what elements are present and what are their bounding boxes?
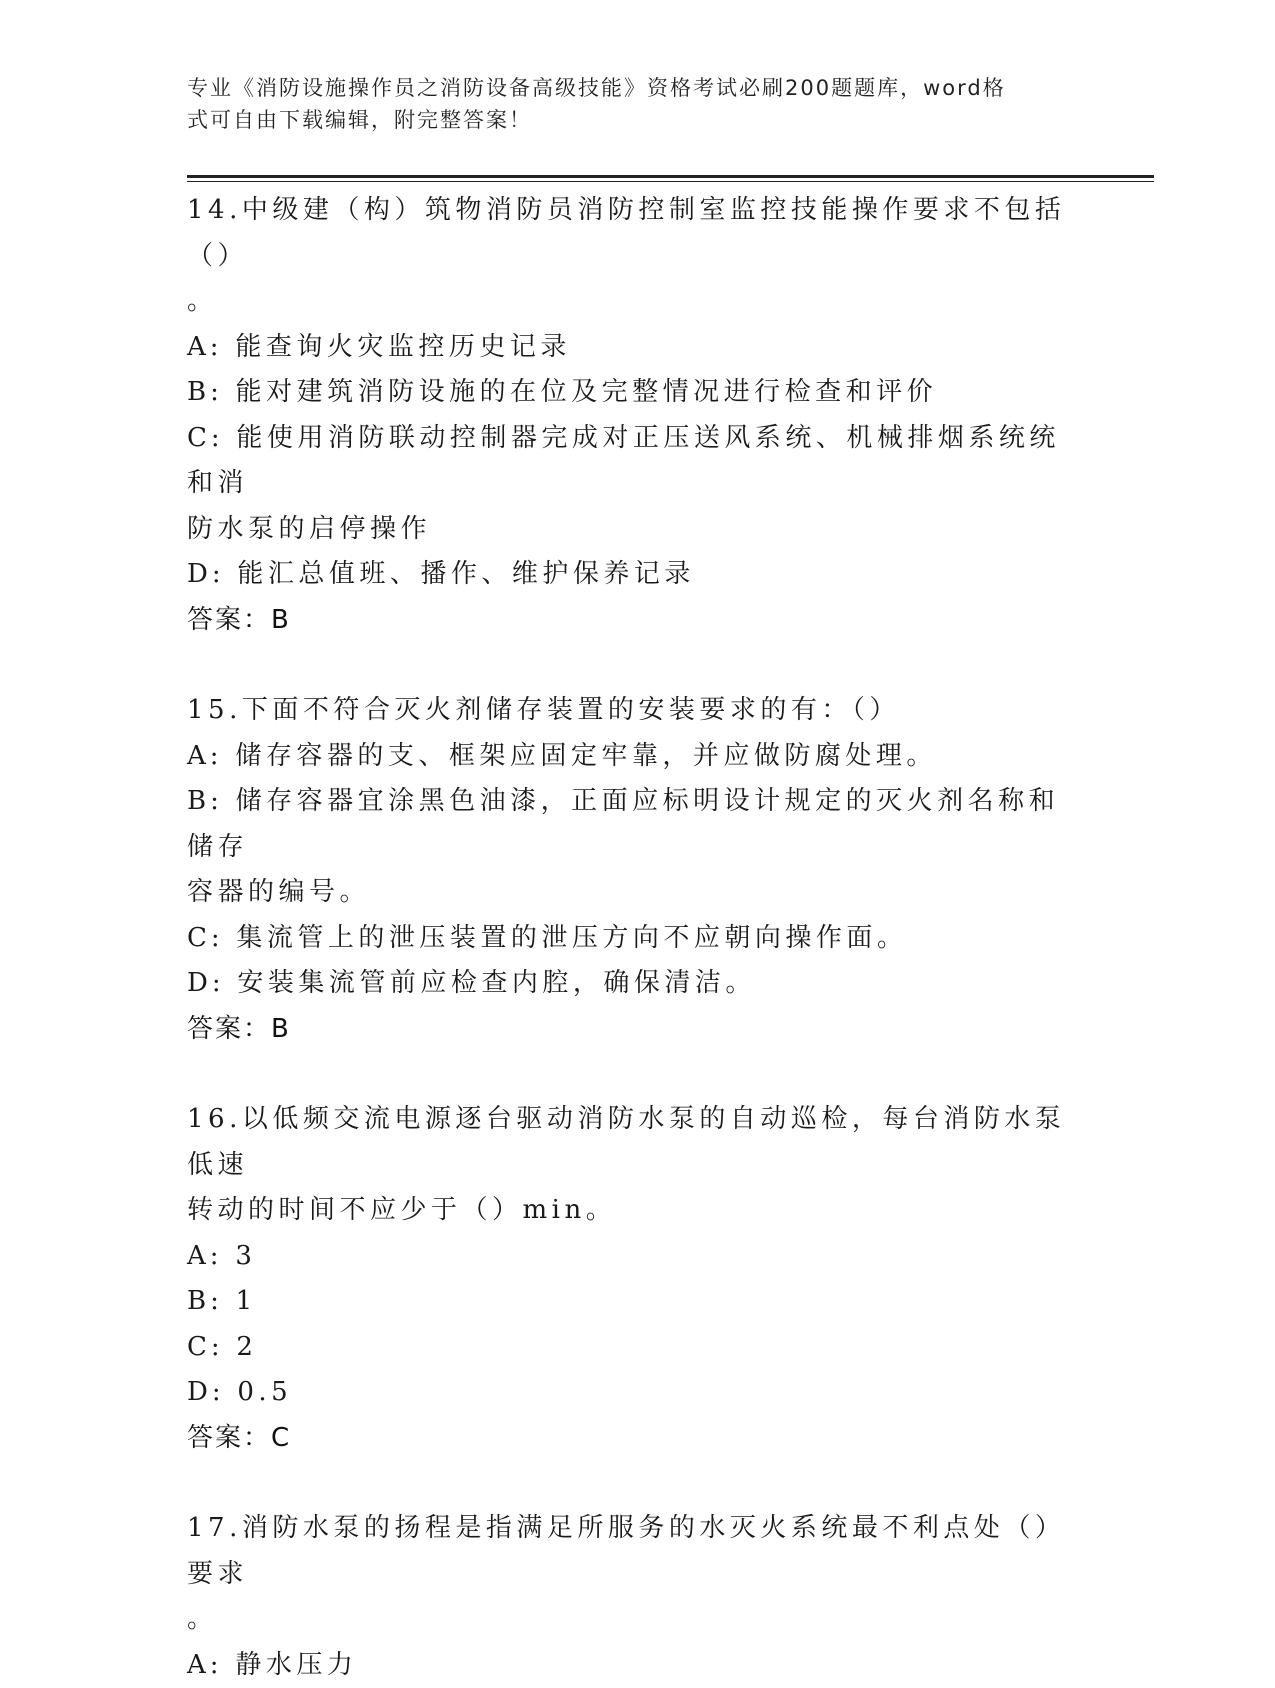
option-b xyxy=(187,779,1087,870)
option-d xyxy=(187,552,1087,598)
answer: 答案：C xyxy=(187,1416,1087,1462)
option-text: 能对建筑消防设施的在位及完整情况进行检查和评价 xyxy=(236,377,938,407)
question-gap xyxy=(187,1461,1087,1506)
option-c xyxy=(187,1325,1087,1371)
option-text: 静水压力 xyxy=(235,1650,357,1680)
option-text: 能使用消防联动控制器完成对正压送风系统、机械排烟系统统和消 xyxy=(187,423,1060,499)
option-label: A: xyxy=(187,332,223,362)
answer: 答案：B xyxy=(187,1007,1087,1053)
option-text: 安装集流管前应检查内腔，确保清洁。 xyxy=(237,968,756,998)
option-label: B: xyxy=(187,1286,223,1316)
option-a xyxy=(187,734,1087,780)
option-b xyxy=(187,1279,1087,1325)
option-b-continued: 容器的编号。 xyxy=(187,870,1087,916)
option-d xyxy=(187,1370,1087,1416)
question-14 xyxy=(187,188,1087,643)
option-label: C: xyxy=(187,423,224,453)
option-label: A: xyxy=(187,1650,223,1680)
answer: 答案：B xyxy=(187,598,1087,644)
option-a xyxy=(187,325,1087,371)
option-text: 集流管上的泄压装置的泄压方向不应朝向操作面。 xyxy=(236,923,907,953)
header-rule-thin xyxy=(187,181,1154,182)
option-label: B: xyxy=(187,377,223,407)
option-text: 3 xyxy=(235,1241,256,1271)
option-text: 储存容器的支、框架应固定牢靠，并应做防腐处理。 xyxy=(235,741,937,771)
option-b xyxy=(187,370,1087,416)
question-text-line: 17.消防水泵的扬程是指满足所服务的水灭火系统最不利点处（）要求 xyxy=(187,1506,1087,1597)
question-text-line: 转动的时间不应少于（）min。 xyxy=(187,1188,1087,1234)
option-a xyxy=(187,1643,1087,1688)
question-text-line: 。 xyxy=(187,1597,1087,1643)
option-text: 能汇总值班、播作、维护保养记录 xyxy=(237,559,695,589)
option-label: D: xyxy=(187,968,225,998)
option-c-continued: 防水泵的启停操作 xyxy=(187,507,1087,553)
option-label: C: xyxy=(187,1332,224,1362)
option-d xyxy=(187,961,1087,1007)
option-label: A: xyxy=(187,741,223,771)
question-16 xyxy=(187,1097,1087,1461)
document-header xyxy=(187,72,1087,136)
question-list xyxy=(187,188,1087,1688)
option-text: 能查询火灾监控历史记录 xyxy=(235,332,571,362)
option-text: 1 xyxy=(236,1286,257,1316)
question-text-line: 14.中级建（构）筑物消防员消防控制室监控技能操作要求不包括（） xyxy=(187,188,1087,279)
option-label: C: xyxy=(187,923,224,953)
option-c xyxy=(187,916,1087,962)
question-text-line: 16.以低频交流电源逐台驱动消防水泵的自动巡检，每台消防水泵低速 xyxy=(187,1097,1087,1188)
question-17 xyxy=(187,1506,1087,1688)
option-label: D: xyxy=(187,559,225,589)
question-15 xyxy=(187,688,1087,1052)
option-a xyxy=(187,1234,1087,1280)
question-gap xyxy=(187,1052,1087,1097)
option-text: 2 xyxy=(236,1332,257,1362)
question-text-line: 。 xyxy=(187,279,1087,325)
option-text: 0.5 xyxy=(237,1377,292,1407)
question-text-line: 15.下面不符合灭火剂储存装置的安装要求的有：（） xyxy=(187,688,1087,734)
option-label: A: xyxy=(187,1241,223,1271)
header-rule-thick xyxy=(187,175,1154,178)
option-text: 储存容器宜涂黑色油漆，正面应标明设计规定的灭火剂名称和储存 xyxy=(187,786,1059,862)
option-label: B: xyxy=(187,786,223,816)
header-line-2: 式可自由下载编辑，附完整答案！ xyxy=(187,104,1087,136)
header-line-1: 专业《消防设施操作员之消防设备高级技能》资格考试必刷200题题库，word格 xyxy=(187,72,1087,104)
option-c xyxy=(187,416,1087,507)
question-gap xyxy=(187,643,1087,688)
option-label: D: xyxy=(187,1377,225,1407)
